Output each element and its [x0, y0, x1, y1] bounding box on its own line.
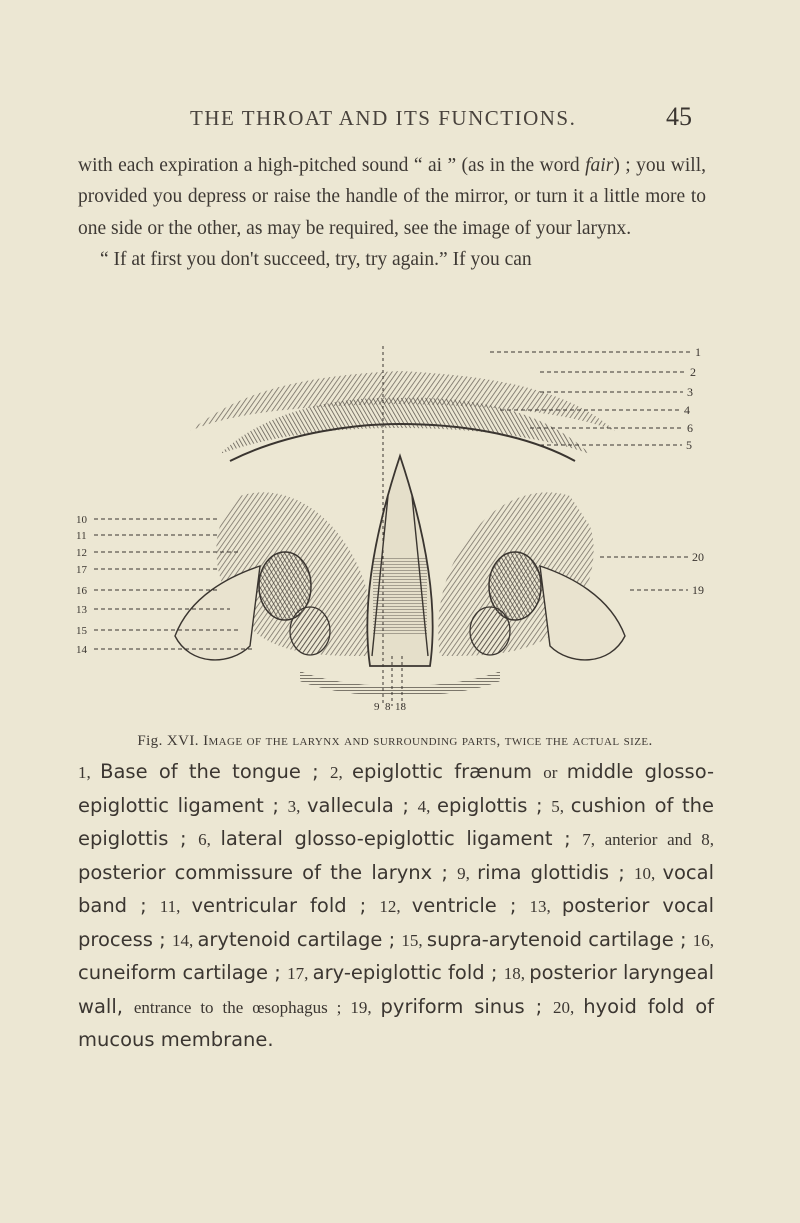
legend-number: 13, — [529, 897, 562, 916]
legend-term: cushion of the epiglottis ; — [78, 793, 715, 850]
figure-label-1: 1 — [695, 345, 701, 359]
legend-number: 8, — [701, 830, 715, 849]
legend-term: posterior commissure of the larynx ; — [78, 860, 458, 884]
legend-number: 11, — [159, 897, 192, 916]
legend-term: pyriform sinus ; — [380, 994, 554, 1018]
legend-term: cuneiform cartilage ; — [78, 961, 288, 984]
legend-number: 9, — [457, 863, 478, 883]
figure-number: Fig. XVI. — [137, 733, 199, 749]
figure-label-11: 11 — [76, 530, 87, 542]
running-title: THE THROAT AND ITS FUNCTIONS. — [190, 106, 577, 130]
p1-text-b: ) ; you will, provided you depress or raise the handle of the mirror, or turn it a little more to one side or the other, as may be required, see the image of your larynx. — [78, 155, 706, 239]
figure-label-16: 16 — [76, 585, 87, 597]
legend-number: 19, — [350, 997, 381, 1017]
p1-emphasis: fair — [585, 155, 614, 176]
legend-number: 12, — [379, 897, 412, 916]
figure-legend — [78, 756, 714, 1057]
legend-term: ventricular fold ; — [191, 894, 380, 917]
larynx-illustration — [70, 336, 730, 712]
legend-number: 18, — [503, 964, 530, 983]
legend-term: epiglottic frænum — [352, 760, 544, 783]
figure-label-3: 3 — [687, 385, 693, 399]
legend-term: or — [543, 763, 567, 782]
figure-caption-text: Image of the larynx and surrounding parts, twice the actual size. — [203, 733, 653, 749]
figure-caption — [78, 732, 712, 751]
figure-label-5: 5 — [686, 438, 692, 452]
legend-number: 14, — [171, 930, 198, 950]
legend-term: vocal band ; — [78, 860, 715, 917]
legend-number: 15, — [401, 930, 427, 950]
legend-number: 16, — [692, 930, 714, 950]
legend-number: 6, — [198, 830, 221, 849]
figure-label-6: 6 — [687, 421, 693, 435]
legend-term: entrance to the œsophagus ; — [133, 997, 351, 1017]
legend-term: ventricle ; — [411, 894, 530, 917]
legend-paragraph — [78, 756, 714, 1057]
p1-text-a: with each expiration a high-pitched sound “ ai ” (as in the word — [78, 155, 586, 176]
legend-term: middle glosso-epiglottic ligament ; — [78, 760, 715, 817]
figure-label-19: 19 — [692, 583, 704, 597]
figure-label-17: 17 — [76, 564, 87, 576]
legend-term: posterior vocal process ; — [78, 894, 714, 951]
figure-label-2: 2 — [690, 365, 696, 379]
legend-number: 17, — [287, 964, 313, 983]
figure-label-20: 20 — [692, 550, 704, 564]
figure-label-13: 13 — [76, 604, 87, 616]
legend-term: vallecula ; — [307, 793, 418, 817]
legend-number: 2, — [329, 763, 353, 782]
figure-label-9: 9 — [374, 701, 380, 712]
paragraph-1 — [78, 150, 706, 244]
legend-number: 20, — [553, 997, 584, 1017]
figure-label-15: 15 — [76, 625, 87, 637]
legend-number: 3, — [287, 796, 307, 816]
larynx-figure — [70, 336, 730, 712]
page-number: 45 — [666, 102, 692, 131]
legend-number: 4, — [417, 796, 438, 816]
legend-term: hyoid fold of mucous membrane. — [78, 994, 714, 1051]
legend-term: anterior — [604, 830, 668, 849]
legend-number: 5, — [551, 796, 571, 816]
legend-number: 1, — [78, 763, 101, 782]
legend-term: epiglottis ; — [437, 793, 552, 817]
figure-label-14: 14 — [76, 644, 87, 656]
legend-term: posterior laryngeal wall, — [78, 961, 715, 1018]
legend-term: and — [667, 830, 702, 849]
legend-term: ary-epiglottic fold ; — [312, 961, 504, 984]
legend-term: rima glottidis ; — [477, 860, 634, 884]
figure-label-4: 4 — [684, 403, 690, 417]
legend-number: 10, — [633, 863, 663, 883]
figure-label-18: 18 — [395, 701, 406, 712]
legend-term: lateral glosso-epiglottic ligament ; — [220, 827, 583, 850]
figure-label-10: 10 — [76, 514, 87, 526]
figure-label-8: 8 — [385, 701, 391, 712]
figure-label-12: 12 — [76, 547, 87, 559]
legend-term: supra-arytenoid cartilage ; — [426, 927, 693, 951]
legend-number: 7, — [582, 830, 605, 849]
posterior-wall-shape — [300, 671, 500, 696]
running-head — [0, 102, 800, 132]
paragraph-2: “ If at first you don't succeed, try, try again.” If you can — [100, 249, 532, 271]
body-text — [78, 150, 706, 276]
legend-term: Base of the tongue ; — [100, 760, 330, 783]
legend-term: arytenoid cartilage ; — [197, 927, 402, 951]
